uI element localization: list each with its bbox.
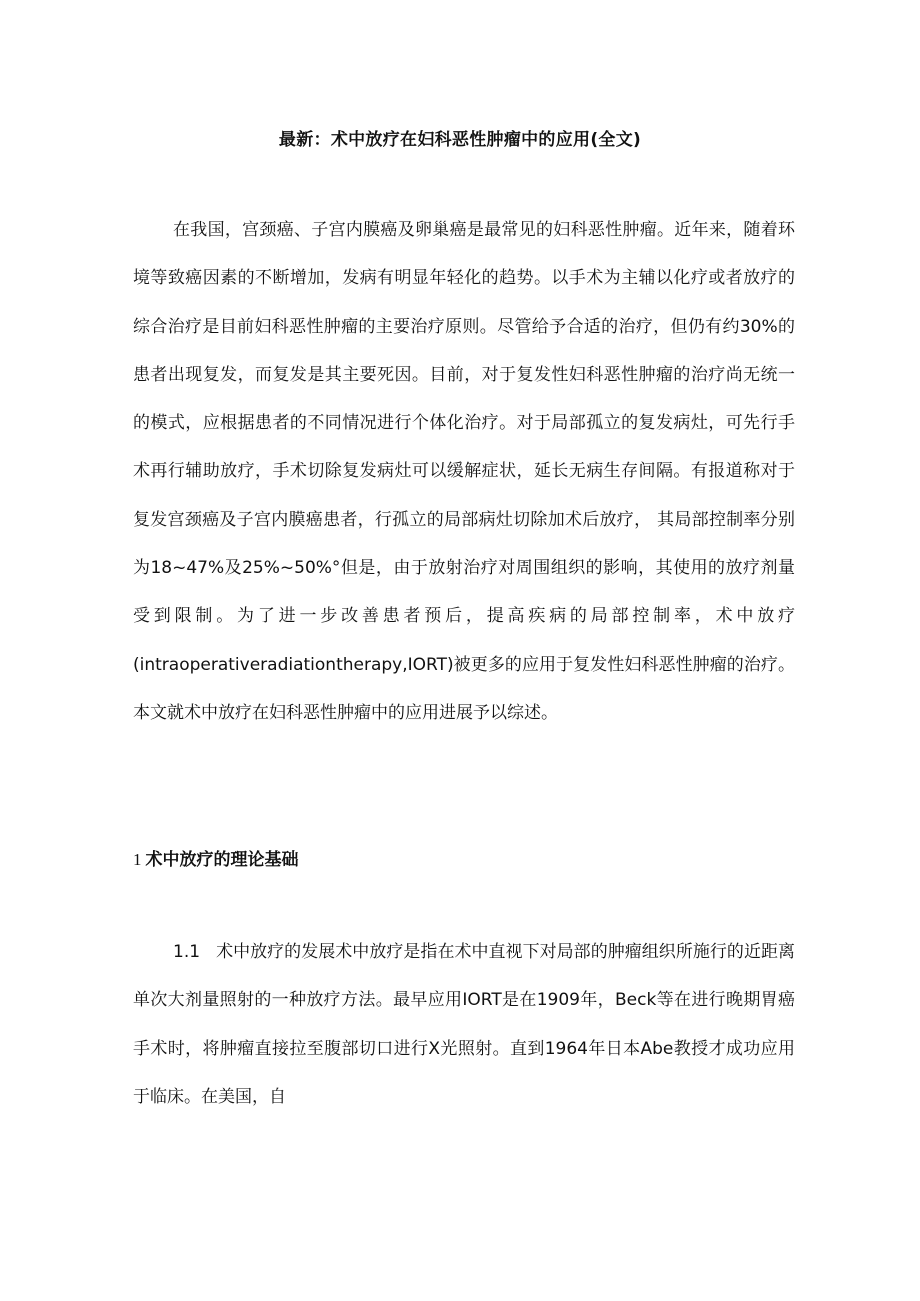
section-heading	[133, 846, 299, 874]
subsection-text: 术中放疗的发展术中放疗是指在术中直视下对局部的肿瘤组织所施行的近距离单次大剂量照射的一种放疗方法。最早应用IORT是在1909年，Beck等在进行晚期胃癌手术时，将肿瘤直接拉至腹部切口进行X光照射。直到1964年日本Abe教授才成功应用于临床。在美国，自	[133, 942, 795, 1107]
section-number: 1	[133, 850, 142, 869]
subsection-paragraph	[133, 928, 795, 1121]
subsection-number: 1.1	[173, 942, 201, 962]
document-title: 最新：术中放疗在妇科恶性肿瘤中的应用(全文)	[278, 130, 642, 150]
section-title: 术中放疗的理论基础	[145, 850, 299, 870]
intro-paragraph: 在我国，宫颈癌、子宫内膜癌及卵巢癌是最常见的妇科恶性肿瘤。近年来，随着环境等致癌因素的不断增加，发病有明显年轻化的趋势。以手术为主辅以化疗或者放疗的综合治疗是目前妇科恶性肿瘤的主要治疗原则。尽管给予合适的治疗，但仍有约30%的患者出现复发，而复发是其主要死因。目前，对于复发性妇科恶性肿瘤的治疗尚无统一的模式，应根据患者的不同情况进行个体化治疗。对于局部孤立的复发病灶，可先行手术再行辅助放疗，手术切除复发病灶可以缓解症状，延长无病生存间隔。有报道称对于复发宫颈癌及子宫内膜癌患者，行孤立的局部病灶切除加术后放疗， 其局部控制率分别为18~47%及25%~50%°但是，由于放射治疗对周围组织的影响，其使用的放疗剂量受到限制。为了进一步改善患者预后，提高疾病的局部控制率，术中放疗(intraoperativeradiationtherapy,IORT)被更多的应用于复发性妇科恶性肿瘤的治疗。本文就术中放疗在妇科恶性肿瘤中的应用进展予以综述。	[133, 220, 795, 723]
